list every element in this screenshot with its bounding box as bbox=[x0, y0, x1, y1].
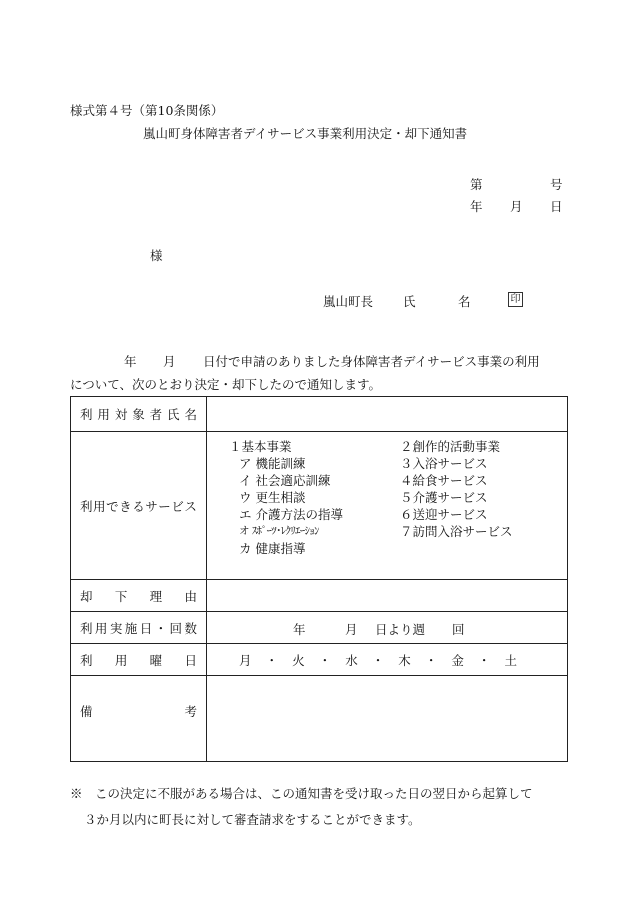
date-day: 日 bbox=[550, 199, 563, 214]
service-item: ウ 更生相談 bbox=[239, 490, 306, 505]
row-services-label-char: き bbox=[119, 498, 132, 514]
row-date-label-char: 用 bbox=[94, 620, 108, 636]
weekday: 金 bbox=[451, 652, 464, 668]
service-item: エ 介護方法の指導 bbox=[239, 507, 343, 522]
sender-shi: 氏 bbox=[403, 294, 416, 309]
row-remarks-label bbox=[80, 702, 197, 720]
body-line2: について、次のとおり決定・却下したので通知します。 bbox=[70, 377, 382, 392]
row-reject-label bbox=[80, 587, 197, 605]
row-date-label-char: 日 bbox=[139, 620, 153, 636]
row-target-name-label-char: 氏 bbox=[167, 407, 180, 422]
weekday: 土 bbox=[504, 652, 517, 668]
date-value-from-week: 日より週 bbox=[375, 621, 426, 637]
doc-number-suffix: 号 bbox=[550, 177, 563, 192]
appeal-note bbox=[70, 781, 533, 833]
row-target-name-label-char: 対 bbox=[114, 407, 128, 422]
row-services bbox=[71, 432, 568, 580]
row-reject-label-char: 理 bbox=[149, 588, 163, 604]
row-remarks-label-char: 考 bbox=[184, 703, 197, 719]
row-weekdays-label-char: 用 bbox=[114, 652, 128, 668]
row-weekdays-label-char: 利 bbox=[80, 652, 93, 668]
row-reject-label-char: 由 bbox=[184, 588, 197, 604]
row-weekdays-label-char: 曜 bbox=[149, 652, 163, 668]
services-right-list bbox=[400, 438, 513, 540]
row-services-label-char: ス bbox=[184, 498, 197, 514]
row-services-label-char: で bbox=[106, 498, 119, 514]
row-date-label-char: 実 bbox=[109, 620, 123, 636]
service-item: ７訪問入浴サービス bbox=[400, 524, 513, 539]
row-reject-label-char: 下 bbox=[114, 588, 128, 604]
row-target-name-label bbox=[80, 405, 197, 423]
row-date-label-char: 回 bbox=[169, 620, 183, 636]
body-month: 月 bbox=[163, 354, 176, 369]
service-item: ２創作的活動事業 bbox=[400, 439, 501, 454]
date-value-month: 月 bbox=[345, 621, 358, 637]
weekdays-list bbox=[239, 651, 517, 669]
service-item: カ 健康指導 bbox=[239, 541, 306, 556]
row-date-label-char: ・ bbox=[154, 620, 168, 636]
service-item: ア 機能訓練 bbox=[239, 456, 306, 471]
body-year: 年 bbox=[124, 354, 137, 369]
row-date-label bbox=[80, 619, 197, 637]
row-remarks-label-char: 備 bbox=[80, 703, 93, 719]
row-target-name-label-char: 名 bbox=[184, 407, 197, 422]
target-name-value[interactable] bbox=[207, 397, 568, 432]
appeal-note-line2: ３か月以内に町長に対して審査請求をすることができます。 bbox=[84, 812, 421, 827]
recipient-honorific: 様 bbox=[150, 248, 163, 263]
row-target-name-label-char: 象 bbox=[132, 407, 145, 422]
date-value-year: 年 bbox=[293, 621, 306, 637]
date-value-times: 回 bbox=[452, 621, 465, 637]
row-date-label-char: 利 bbox=[80, 620, 93, 636]
form-number: 様式第４号（第10条関係） bbox=[70, 103, 224, 118]
row-target-name bbox=[71, 397, 568, 432]
services-cell bbox=[207, 432, 568, 580]
row-date-label-char: 数 bbox=[184, 620, 197, 636]
row-remarks bbox=[71, 676, 568, 762]
weekday: 月 bbox=[239, 652, 252, 668]
appeal-note-line1: ※ この決定に不服がある場合は、この通知書を受け取った日の翌日から起算して bbox=[70, 786, 533, 801]
service-item: １基本事業 bbox=[229, 439, 292, 454]
row-target-name-label-char: 用 bbox=[97, 407, 110, 422]
weekday-separator: ・ bbox=[371, 652, 385, 668]
services-left-list bbox=[229, 438, 343, 557]
row-services-label-char: ビ bbox=[171, 498, 184, 514]
service-item: イ 社会適応訓練 bbox=[239, 473, 331, 488]
date-month: 月 bbox=[510, 199, 523, 214]
service-item: ４給食サービス bbox=[400, 473, 488, 488]
weekday-separator: ・ bbox=[424, 652, 438, 668]
date-year: 年 bbox=[470, 199, 483, 214]
row-services-label-char: 利 bbox=[80, 498, 93, 514]
weekday: 木 bbox=[398, 652, 411, 668]
page-title: 嵐山町身体障害者デイサービス事業利用決定・却下通知書 bbox=[143, 126, 468, 141]
weekday-separator: ・ bbox=[265, 652, 279, 668]
row-services-label bbox=[80, 497, 197, 515]
row-weekdays-label bbox=[80, 651, 197, 669]
row-services-label-char: る bbox=[132, 498, 145, 514]
body-line1-text: 日付で申請のありました身体障害者デイサービス事業の利用 bbox=[203, 354, 540, 369]
remarks-value[interactable] bbox=[207, 676, 568, 762]
sender-mei: 名 bbox=[458, 294, 471, 309]
row-services-label-char: サ bbox=[145, 498, 158, 514]
weekday-separator: ・ bbox=[477, 652, 491, 668]
row-reject-label-char: 却 bbox=[80, 588, 93, 604]
row-reject bbox=[71, 580, 568, 612]
seal-mark: 印 bbox=[508, 292, 523, 307]
service-item: ３入浴サービス bbox=[400, 456, 488, 471]
weekdays-cell bbox=[207, 644, 568, 676]
row-services-label-char: ー bbox=[158, 498, 171, 514]
row-date-label-char: 施 bbox=[124, 620, 138, 636]
date-times-value bbox=[207, 612, 568, 644]
doc-number-prefix: 第 bbox=[470, 177, 483, 192]
row-target-name-label-char: 利 bbox=[80, 407, 93, 422]
reject-reason-value[interactable] bbox=[207, 580, 568, 612]
row-services-label-char: 用 bbox=[93, 498, 106, 514]
row-date bbox=[71, 612, 568, 644]
service-item: ５介護サービス bbox=[400, 490, 488, 505]
row-target-name-label-char: 者 bbox=[149, 407, 163, 422]
row-weekdays bbox=[71, 644, 568, 676]
weekday: 水 bbox=[345, 652, 358, 668]
weekday: 火 bbox=[292, 652, 305, 668]
row-weekdays-label-char: 日 bbox=[184, 652, 197, 668]
service-item: ６送迎サービス bbox=[400, 507, 488, 522]
service-decision-table bbox=[70, 396, 568, 762]
weekday-separator: ・ bbox=[318, 652, 332, 668]
sender-title: 嵐山町長 bbox=[323, 294, 374, 309]
service-item: オ ｽﾎﾟｰﾂ･ﾚｸﾘｴｰｼｮﾝ bbox=[239, 525, 319, 537]
